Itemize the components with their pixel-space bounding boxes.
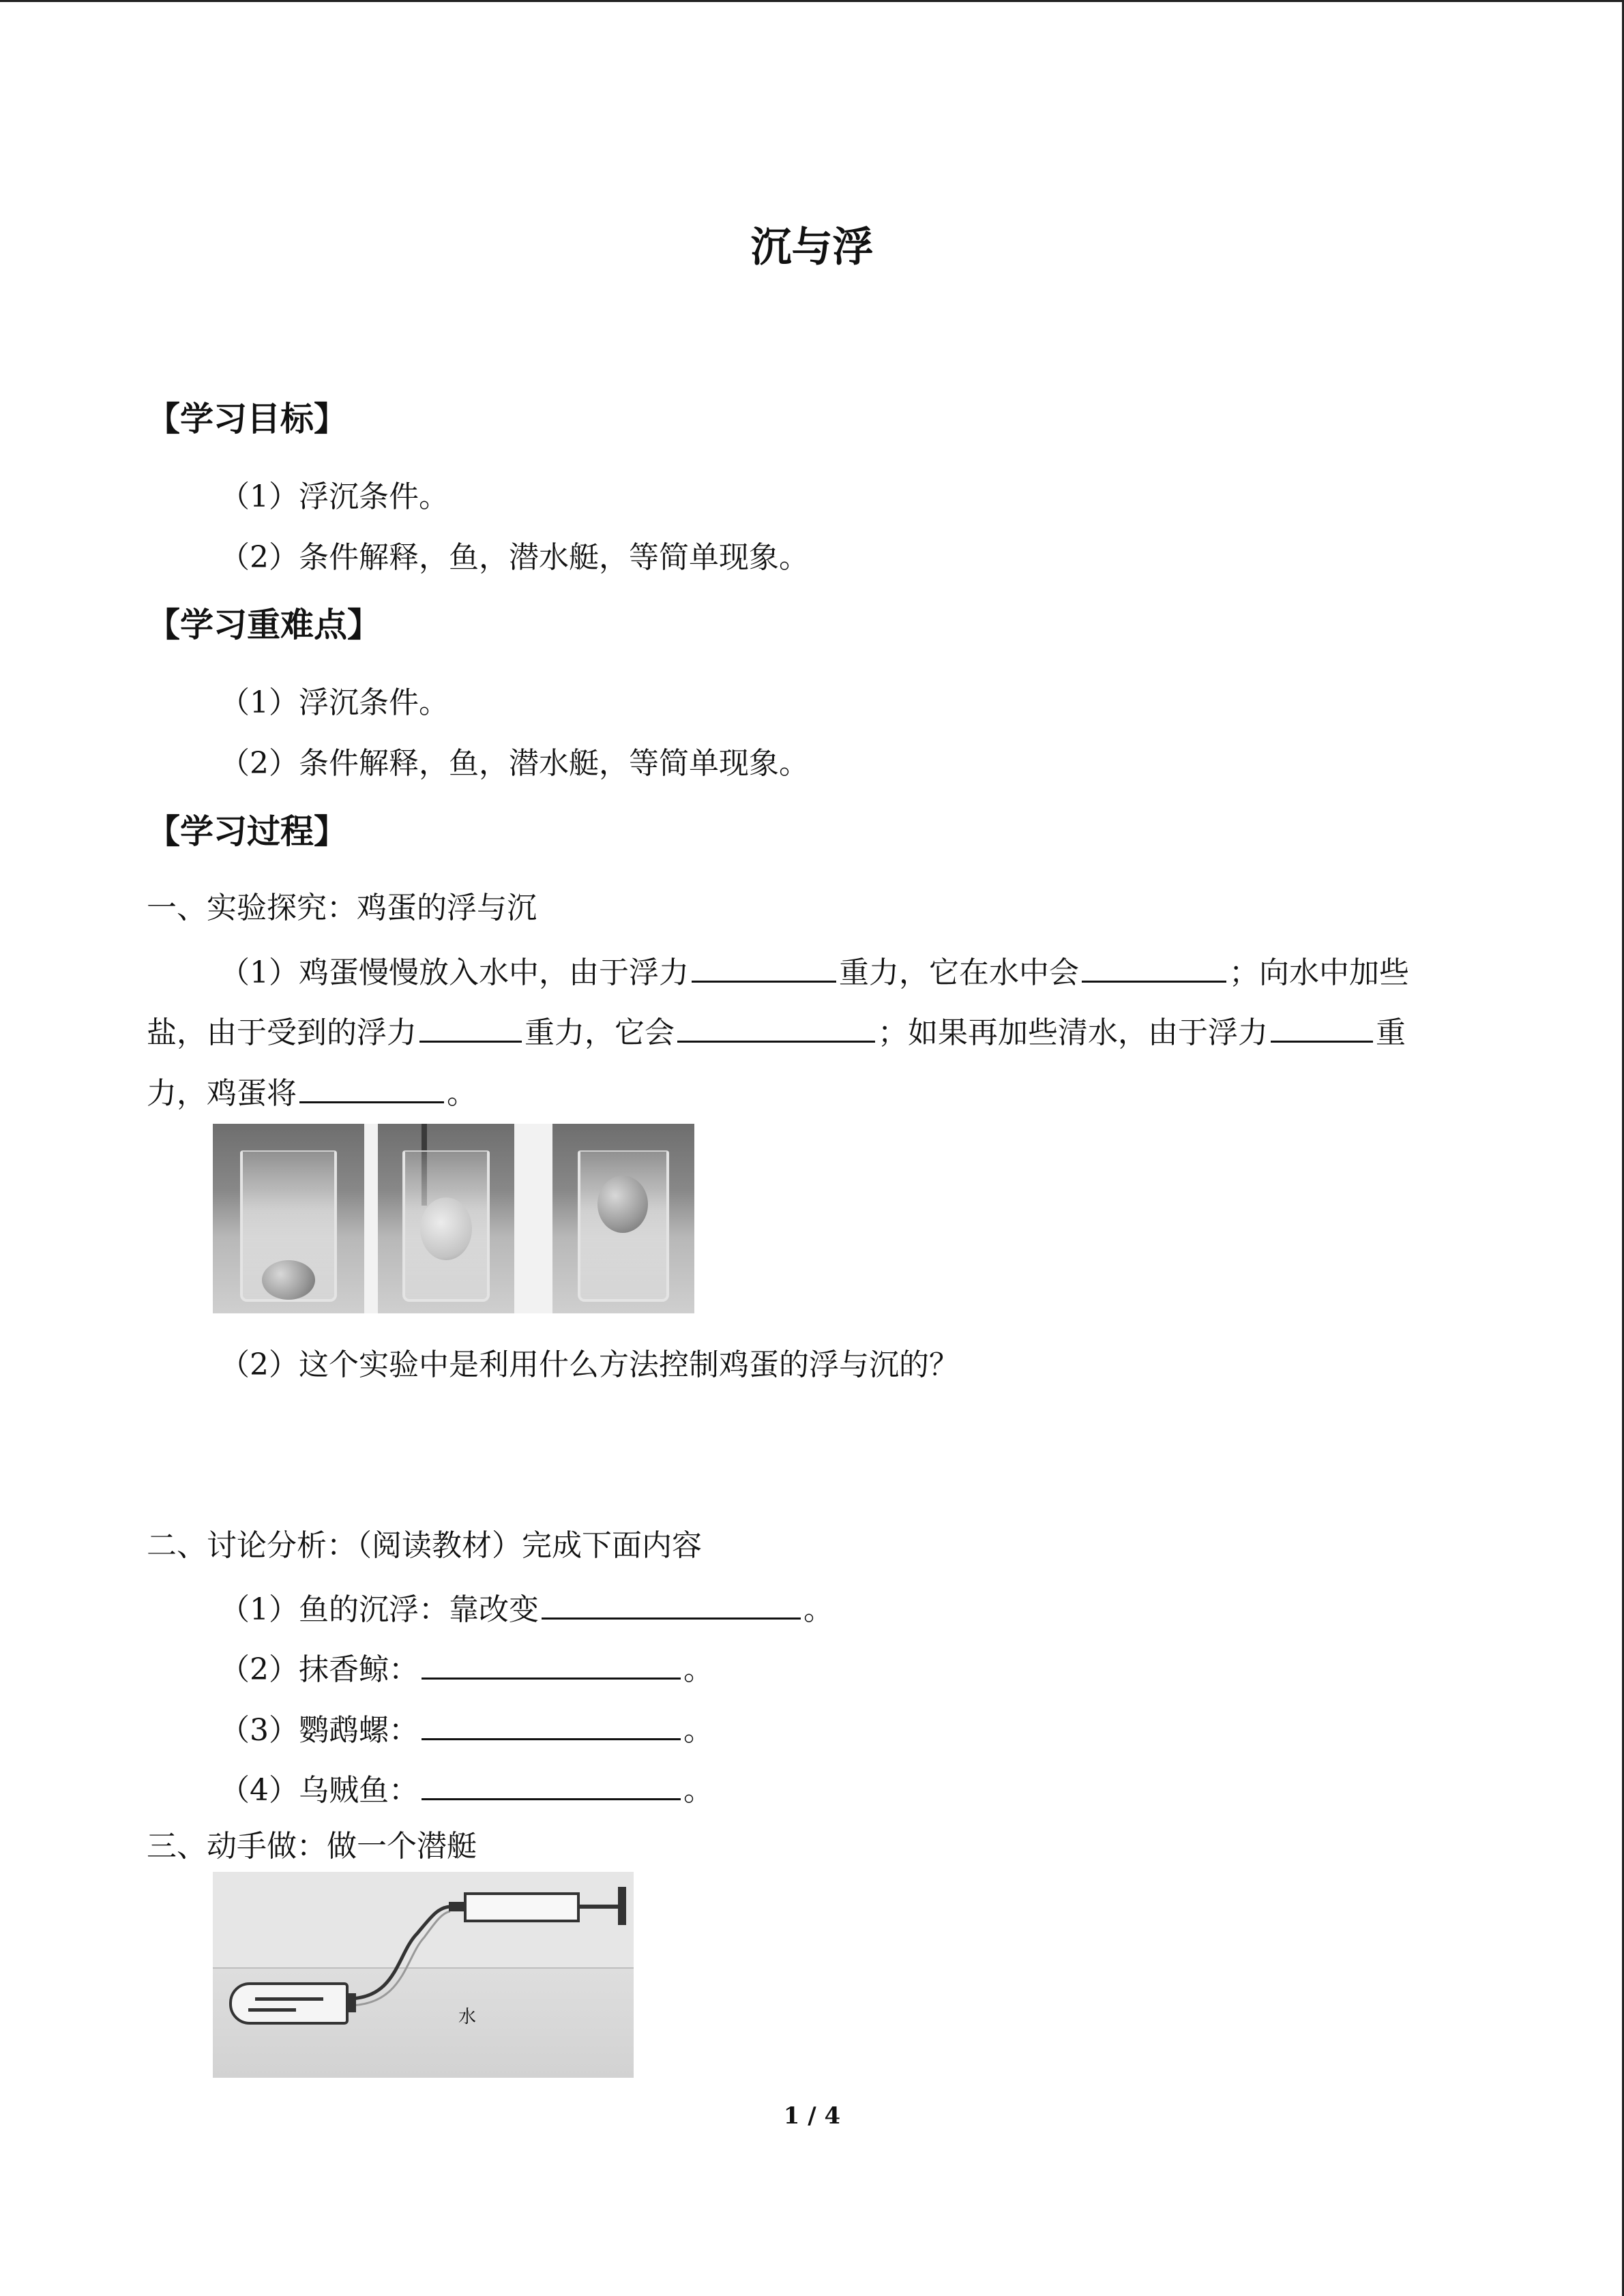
part1-line2: [147, 1011, 1406, 1052]
fill-blank-2[interactable]: [1082, 951, 1226, 983]
syringe-barrel: [464, 1892, 580, 1922]
part1-line2-text-b: 重力，它会: [525, 1015, 675, 1050]
key-point-item-2: （2）条件解释，鱼，潜水艇，等简单现象。: [220, 746, 809, 781]
part1-line2-text-c: ；如果再加些清水，由于浮力: [878, 1015, 1268, 1050]
fill-blank-nautilus[interactable]: [422, 1708, 681, 1740]
part2-item4: [220, 1768, 713, 1810]
part1-line1: [220, 951, 1409, 992]
goal-item-1: （1）浮沉条件。: [220, 479, 449, 514]
part1-heading: 一、实验探究：鸡蛋的浮与沉: [147, 891, 537, 925]
egg-shape: [597, 1176, 648, 1233]
section-heading-key-points: 【学习重难点】: [147, 606, 381, 644]
part1-line2-text-d: 重: [1376, 1015, 1406, 1050]
section-heading-process: 【学习过程】: [147, 812, 348, 851]
tube-inner-bar: [255, 1997, 323, 2001]
fill-blank-sperm-whale[interactable]: [422, 1648, 681, 1680]
part1-line1-text-c: ；向水中加些: [1229, 955, 1409, 990]
submarine-figure: [213, 1872, 634, 2078]
part1-question2: （2）这个实验中是利用什么方法控制鸡蛋的浮与沉的？: [220, 1347, 959, 1382]
page-title: 沉与浮: [750, 224, 874, 271]
part2-item1-text-b: 。: [803, 1592, 833, 1627]
fill-blank-5[interactable]: [1271, 1011, 1373, 1043]
part1-line3: [147, 1071, 477, 1113]
egg-shape: [262, 1260, 315, 1300]
part2-item1: [220, 1587, 833, 1629]
fill-blank-1[interactable]: [692, 951, 836, 983]
part2-item4-text-a: （4）乌贼鱼：: [220, 1773, 419, 1808]
part1-line3-text-b: 。: [447, 1076, 477, 1111]
part3-heading: 三、动手做：做一个潜艇: [147, 1829, 477, 1864]
fill-blank-fish[interactable]: [542, 1587, 801, 1620]
photo-egg-sinking: [213, 1124, 364, 1313]
section-heading-goals: 【学习目标】: [147, 400, 348, 438]
part2-item3-text-b: 。: [683, 1713, 713, 1748]
tube-stopper: [346, 1993, 356, 2012]
fill-blank-6[interactable]: [299, 1071, 444, 1103]
page-number: 1 / 4: [783, 2102, 841, 2130]
part2-item4-text-b: 。: [683, 1773, 713, 1808]
syringe-plunger-handle: [618, 1887, 626, 1925]
part1-line3-text-a: 力，鸡蛋将: [147, 1076, 297, 1111]
key-point-item-1: （1）浮沉条件。: [220, 685, 449, 720]
part1-line1-text-a: （1）鸡蛋慢慢放入水中，由于浮力: [220, 955, 689, 990]
part2-heading: 二、讨论分析：（阅读教材）完成下面内容: [147, 1528, 702, 1563]
syringe-nozzle: [449, 1902, 465, 1911]
part1-line1-text-b: 重力，它在水中会: [839, 955, 1079, 990]
egg-shape: [420, 1197, 472, 1260]
water-label: 水: [458, 2007, 477, 2027]
photo-egg-floating: [552, 1124, 694, 1313]
fill-blank-cuttlefish[interactable]: [422, 1768, 681, 1800]
test-tube-submarine: [229, 1982, 349, 2025]
part2-item2: [220, 1648, 713, 1689]
fill-blank-4[interactable]: [677, 1011, 875, 1043]
syringe-plunger: [580, 1905, 621, 1909]
part2-item2-text-a: （2）抹香鲸：: [220, 1652, 419, 1687]
photo-egg-suspended: [378, 1124, 514, 1313]
part2-item2-text-b: 。: [683, 1652, 713, 1687]
goal-item-2: （2）条件解释，鱼，潜水艇，等简单现象。: [220, 540, 809, 575]
fill-blank-3[interactable]: [419, 1011, 522, 1043]
part2-item1-text-a: （1）鱼的沉浮：靠改变: [220, 1592, 539, 1627]
tube-inner-bar: [248, 2008, 296, 2012]
egg-experiment-photos: [213, 1124, 694, 1313]
part1-line2-text-a: 盐，由于受到的浮力: [147, 1015, 417, 1050]
part2-item3: [220, 1708, 713, 1750]
part2-item3-text-a: （3）鹦鹉螺：: [220, 1713, 419, 1748]
